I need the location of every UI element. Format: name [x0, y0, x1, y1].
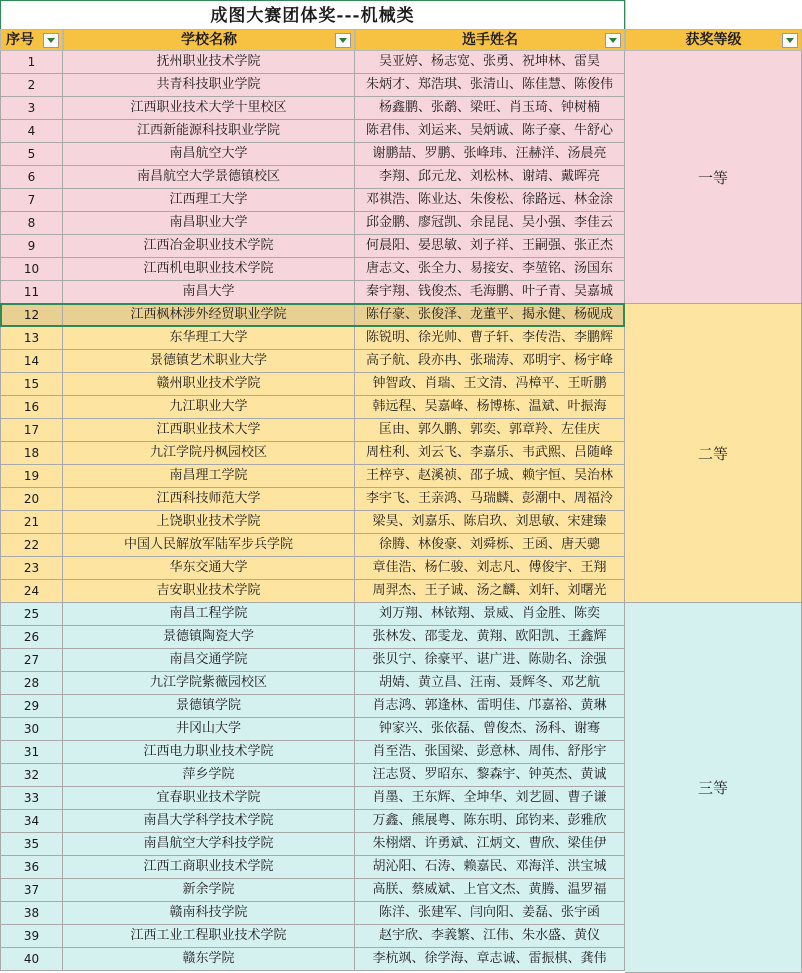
player-names-cell[interactable]: 肖墨、王东辉、全坤华、刘艺圆、曹子谦 [355, 787, 625, 810]
row-index-cell[interactable]: 21 [0, 511, 63, 534]
table-row[interactable] [0, 925, 625, 948]
header-school[interactable] [63, 29, 355, 51]
table-row[interactable] [0, 304, 625, 327]
player-names-cell[interactable]: 肖志鸿、郭逢林、雷明佳、邝嘉裕、黄琳 [355, 695, 625, 718]
row-index-cell[interactable]: 29 [0, 695, 63, 718]
row-index-cell[interactable]: 31 [0, 741, 63, 764]
player-names-cell[interactable]: 陈君伟、刘运来、吴炳诚、陈子豪、牛舒心 [355, 120, 625, 143]
player-names-cell[interactable]: 李翔、邱元龙、刘松林、谢靖、戴晖亮 [355, 166, 625, 189]
school-name-cell[interactable]: 华东交通大学 [63, 557, 355, 580]
table-row[interactable] [0, 281, 625, 304]
empty-cell[interactable] [625, 0, 802, 29]
school-name-cell[interactable]: 吉安职业技术学院 [63, 580, 355, 603]
filter-dropdown-icon[interactable] [605, 33, 621, 48]
school-name-cell[interactable]: 江西枫林涉外经贸职业学院 [63, 304, 355, 327]
school-name-cell[interactable]: 南昌航空大学 [63, 143, 355, 166]
row-index-cell[interactable]: 34 [0, 810, 63, 833]
header-index-label: 序号 [6, 32, 34, 48]
table-row[interactable] [0, 166, 625, 189]
award-second[interactable]: 二等 [625, 304, 802, 603]
school-name-cell[interactable]: 南昌职业大学 [63, 212, 355, 235]
table-row[interactable] [0, 741, 625, 764]
table-row[interactable] [0, 810, 625, 833]
table-row[interactable] [0, 649, 625, 672]
row-index-cell[interactable]: 33 [0, 787, 63, 810]
school-name-cell[interactable]: 南昌理工学院 [63, 465, 355, 488]
row-index-cell[interactable]: 16 [0, 396, 63, 419]
school-name-cell[interactable]: 赣东学院 [63, 948, 355, 971]
row-index-cell[interactable]: 6 [0, 166, 63, 189]
table-row[interactable] [0, 833, 625, 856]
player-names-cell[interactable]: 朱栩熠、许勇斌、江炳文、曹欣、梁佳伊 [355, 833, 625, 856]
school-name-cell[interactable]: 九江学院紫薇园校区 [63, 672, 355, 695]
player-names-cell[interactable]: 谢鹏喆、罗鹏、张峰玮、汪赫洋、汤晨亮 [355, 143, 625, 166]
table-row[interactable] [0, 74, 625, 97]
row-index-cell[interactable]: 18 [0, 442, 63, 465]
player-names-cell[interactable]: 吴亚婷、杨志宽、张勇、祝坤林、雷昊 [355, 51, 625, 74]
table-row[interactable] [0, 51, 625, 74]
row-index-cell[interactable]: 40 [0, 948, 63, 971]
school-name-cell[interactable]: 九江学院丹枫园校区 [63, 442, 355, 465]
table-row[interactable] [0, 350, 625, 373]
table-row[interactable] [0, 695, 625, 718]
player-names-cell[interactable]: 李宇飞、王亲鸿、马瑞麟、彭潮中、周福泠 [355, 488, 625, 511]
row-index-cell[interactable]: 17 [0, 419, 63, 442]
player-names-cell[interactable]: 邱金鹏、廖冠凯、余昆昆、吴小强、李佳云 [355, 212, 625, 235]
table-row[interactable] [0, 534, 625, 557]
school-name-cell[interactable]: 井冈山大学 [63, 718, 355, 741]
school-name-cell[interactable]: 赣州职业技术学院 [63, 373, 355, 396]
school-name-cell[interactable]: 南昌航空大学科技学院 [63, 833, 355, 856]
school-name-cell[interactable]: 江西电力职业技术学院 [63, 741, 355, 764]
table-row[interactable] [0, 626, 625, 649]
school-name-cell[interactable]: 江西机电职业技术学院 [63, 258, 355, 281]
row-index-cell[interactable]: 27 [0, 649, 63, 672]
table-row[interactable] [0, 396, 625, 419]
player-names-cell[interactable]: 朱炳才、郑浩琪、张清山、陈佳慧、陈俊伟 [355, 74, 625, 97]
header-school-label: 学校名称 [181, 32, 237, 48]
table-row[interactable] [0, 603, 625, 626]
player-names-cell[interactable]: 章佳浩、杨仁骏、刘志凡、傅俊宇、王翔 [355, 557, 625, 580]
row-index-cell[interactable]: 24 [0, 580, 63, 603]
table-row[interactable] [0, 442, 625, 465]
school-name-cell[interactable]: 萍乡学院 [63, 764, 355, 787]
player-names-cell[interactable]: 秦宇翔、钱俊杰、毛海鹏、叶子青、吴嘉城 [355, 281, 625, 304]
award-first[interactable]: 一等 [625, 51, 802, 304]
row-index-cell[interactable]: 22 [0, 534, 63, 557]
filter-dropdown-icon[interactable] [782, 33, 798, 48]
header-names[interactable] [355, 29, 625, 51]
player-names-cell[interactable]: 周羿杰、王子诚、汤之麟、刘轩、刘曙光 [355, 580, 625, 603]
player-names-cell[interactable]: 钟家兴、张依磊、曾俊杰、汤科、谢骞 [355, 718, 625, 741]
player-names-cell[interactable]: 匡由、郭久鹏、郭奕、郭章羚、左佳庆 [355, 419, 625, 442]
school-name-cell[interactable]: 南昌大学 [63, 281, 355, 304]
player-names-cell[interactable]: 钟智政、肖瑞、王文清、冯樟平、王昕鹏 [355, 373, 625, 396]
player-names-cell[interactable]: 胡婧、黄立昌、汪南、聂辉冬、邓艺航 [355, 672, 625, 695]
row-index-cell[interactable]: 32 [0, 764, 63, 787]
player-names-cell[interactable]: 陈洋、张建军、闫向阳、姜磊、张宇函 [355, 902, 625, 925]
table-row[interactable] [0, 718, 625, 741]
row-index-cell[interactable]: 14 [0, 350, 63, 373]
school-name-cell[interactable]: 共青科技职业学院 [63, 74, 355, 97]
table-row[interactable] [0, 419, 625, 442]
player-names-cell[interactable]: 赵宇欣、李義繁、江伟、朱水盛、黄仪 [355, 925, 625, 948]
row-index-cell[interactable]: 39 [0, 925, 63, 948]
row-index-cell[interactable]: 13 [0, 327, 63, 350]
school-name-cell[interactable]: 南昌工程学院 [63, 603, 355, 626]
table-row[interactable] [0, 143, 625, 166]
table-row[interactable] [0, 465, 625, 488]
school-name-cell[interactable]: 江西职业技术大学 [63, 419, 355, 442]
award-third[interactable]: 三等 [625, 603, 802, 973]
header-award-label: 获奖等级 [685, 32, 742, 48]
row-index-cell[interactable]: 3 [0, 97, 63, 120]
player-names-cell[interactable]: 万鑫、熊展粤、陈东明、邱钧来、彭雅欣 [355, 810, 625, 833]
table-row[interactable] [0, 764, 625, 787]
row-index-cell[interactable]: 15 [0, 373, 63, 396]
table-row[interactable] [0, 879, 625, 902]
row-index-cell[interactable]: 38 [0, 902, 63, 925]
row-index-cell[interactable]: 36 [0, 856, 63, 879]
table-row[interactable] [0, 212, 625, 235]
row-index-cell[interactable]: 19 [0, 465, 63, 488]
row-index-cell[interactable]: 5 [0, 143, 63, 166]
player-names-cell[interactable]: 梁昊、刘嘉乐、陈启玖、刘思敏、宋建臻 [355, 511, 625, 534]
player-names-cell[interactable]: 陈锐明、徐光帅、曹子轩、李传浩、李鹏辉 [355, 327, 625, 350]
school-name-cell[interactable]: 中国人民解放军陆军步兵学院 [63, 534, 355, 557]
player-names-cell[interactable]: 韩远程、吴嘉峰、杨博栋、温斌、叶振海 [355, 396, 625, 419]
school-name-cell[interactable]: 江西理工大学 [63, 189, 355, 212]
player-names-cell[interactable]: 唐志文、张全力、易接安、李堃铭、汤国东 [355, 258, 625, 281]
player-names-cell[interactable]: 高朕、蔡威斌、上官文杰、黄腾、温罗福 [355, 879, 625, 902]
school-name-cell[interactable]: 宜春职业技术学院 [63, 787, 355, 810]
player-names-cell[interactable]: 徐腾、林俊豪、刘舜栎、王函、唐天骢 [355, 534, 625, 557]
row-index-cell[interactable]: 20 [0, 488, 63, 511]
filter-dropdown-icon[interactable] [335, 33, 351, 48]
school-name-cell[interactable]: 抚州职业技术学院 [63, 51, 355, 74]
table-row[interactable] [0, 672, 625, 695]
table-row[interactable] [0, 258, 625, 281]
row-index-cell[interactable]: 35 [0, 833, 63, 856]
school-name-cell[interactable]: 江西冶金职业技术学院 [63, 235, 355, 258]
row-index-cell[interactable]: 2 [0, 74, 63, 97]
table-row[interactable] [0, 580, 625, 603]
row-index-cell[interactable]: 28 [0, 672, 63, 695]
table-row[interactable] [0, 856, 625, 879]
table-row[interactable] [0, 557, 625, 580]
school-name-cell[interactable]: 江西科技师范大学 [63, 488, 355, 511]
school-name-cell[interactable]: 九江职业大学 [63, 396, 355, 419]
header-names-label: 选手姓名 [462, 32, 518, 48]
row-index-cell[interactable]: 8 [0, 212, 63, 235]
table-row[interactable] [0, 235, 625, 258]
table-row[interactable] [0, 189, 625, 212]
player-names-cell[interactable]: 肖至浩、张国梁、彭意林、周伟、舒彤宇 [355, 741, 625, 764]
school-name-cell[interactable]: 南昌大学科学技术学院 [63, 810, 355, 833]
table-row[interactable] [0, 327, 625, 350]
school-name-cell[interactable]: 景德镇学院 [63, 695, 355, 718]
school-name-cell[interactable]: 江西新能源科技职业学院 [63, 120, 355, 143]
table-row[interactable] [0, 511, 625, 534]
player-names-cell[interactable]: 杨鑫鹏、张鹬、梁旺、肖玉琦、钟树楠 [355, 97, 625, 120]
row-index-cell[interactable]: 7 [0, 189, 63, 212]
sheet-title[interactable]: 成图大赛团体奖---机械类 [0, 0, 625, 29]
player-names-cell[interactable]: 何晨阳、晏思敏、刘子祥、王嗣强、张正杰 [355, 235, 625, 258]
row-index-cell[interactable]: 23 [0, 557, 63, 580]
school-name-cell[interactable]: 上饶职业技术学院 [63, 511, 355, 534]
school-name-cell[interactable]: 南昌航空大学景德镇校区 [63, 166, 355, 189]
table-row[interactable] [0, 120, 625, 143]
player-names-cell[interactable]: 李杭飒、徐学海、章志诚、雷振棋、龚伟 [355, 948, 625, 971]
player-names-cell[interactable]: 胡沁阳、石涛、赖嘉民、邓海洋、洪宝城 [355, 856, 625, 879]
row-index-cell[interactable]: 4 [0, 120, 63, 143]
player-names-cell[interactable]: 陈仔豪、张俊泽、龙董平、揭永健、杨砚成 [355, 304, 625, 327]
school-name-cell[interactable]: 景德镇艺术职业大学 [63, 350, 355, 373]
table-row[interactable] [0, 97, 625, 120]
row-index-cell[interactable]: 25 [0, 603, 63, 626]
table-row[interactable] [0, 948, 625, 971]
player-names-cell[interactable]: 刘万翔、林铱翔、景威、肖金胜、陈奕 [355, 603, 625, 626]
header-index[interactable] [0, 29, 63, 51]
school-name-cell[interactable]: 景德镇陶瓷大学 [63, 626, 355, 649]
table-row[interactable] [0, 902, 625, 925]
table-row[interactable] [0, 488, 625, 511]
row-index-cell[interactable]: 30 [0, 718, 63, 741]
player-names-cell[interactable]: 邓祺浩、陈业达、朱俊松、徐路远、林金涂 [355, 189, 625, 212]
school-name-cell[interactable]: 新余学院 [63, 879, 355, 902]
player-names-cell[interactable]: 周柱利、刘云飞、李嘉乐、韦武熙、吕随峰 [355, 442, 625, 465]
row-index-cell[interactable]: 11 [0, 281, 63, 304]
school-name-cell[interactable]: 江西工业工程职业技术学院 [63, 925, 355, 948]
player-names-cell[interactable]: 王梓亨、赵溪祯、邵子城、赖宇恒、吴治林 [355, 465, 625, 488]
school-name-cell[interactable]: 东华理工大学 [63, 327, 355, 350]
player-names-cell[interactable]: 汪志贤、罗昭东、黎森宇、钟英杰、黄诚 [355, 764, 625, 787]
row-index-cell[interactable]: 26 [0, 626, 63, 649]
row-index-cell[interactable]: 12 [0, 304, 63, 327]
school-name-cell[interactable]: 江西职业技术大学十里校区 [63, 97, 355, 120]
player-names-cell[interactable]: 张贝宁、徐豪平、谌广进、陈勋名、涂强 [355, 649, 625, 672]
player-names-cell[interactable]: 张林发、邵雯龙、黄翔、欧阳凯、王鑫辉 [355, 626, 625, 649]
header-award[interactable] [625, 29, 802, 51]
filter-dropdown-icon[interactable] [43, 33, 59, 48]
row-index-cell[interactable]: 10 [0, 258, 63, 281]
table-row[interactable] [0, 787, 625, 810]
table-row[interactable] [0, 373, 625, 396]
row-index-cell[interactable]: 9 [0, 235, 63, 258]
row-index-cell[interactable]: 37 [0, 879, 63, 902]
school-name-cell[interactable]: 江西工商职业技术学院 [63, 856, 355, 879]
school-name-cell[interactable]: 赣南科技学院 [63, 902, 355, 925]
row-index-cell[interactable]: 1 [0, 51, 63, 74]
player-names-cell[interactable]: 高子航、段亦冉、张瑞涛、邓明宇、杨宇峰 [355, 350, 625, 373]
school-name-cell[interactable]: 南昌交通学院 [63, 649, 355, 672]
